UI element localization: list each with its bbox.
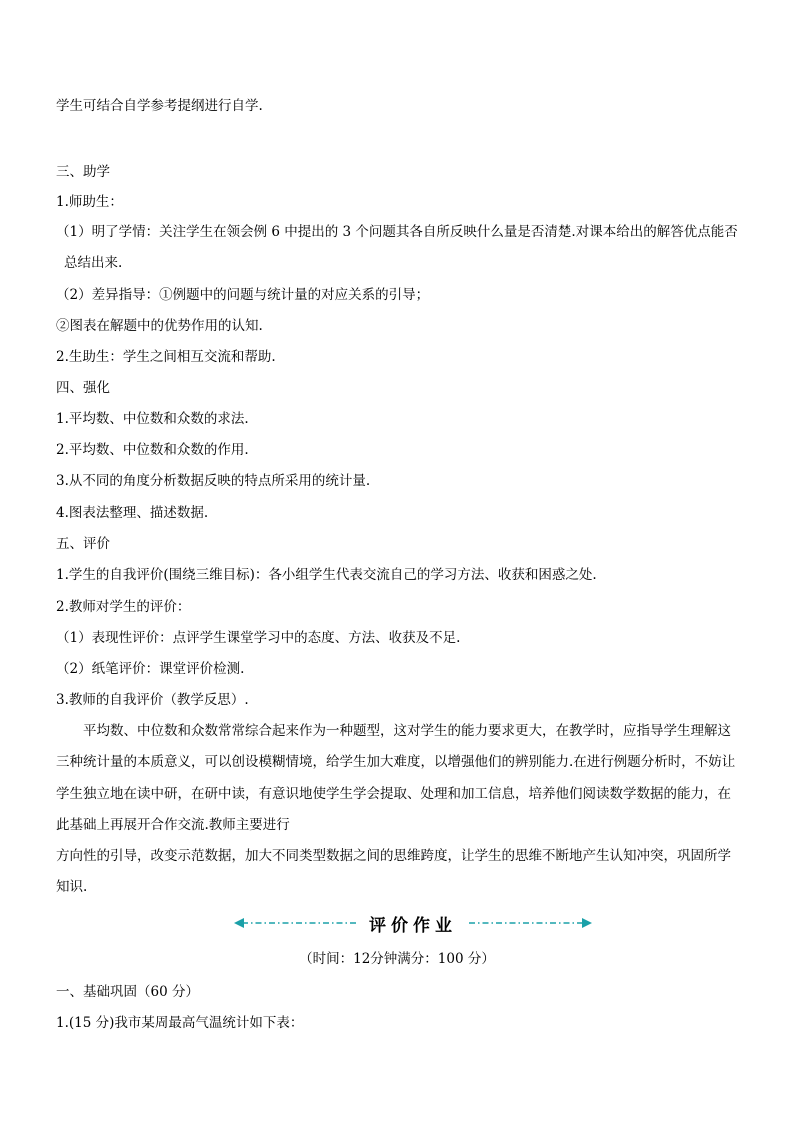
text-line: 3.教师的自我评价（教学反思）. — [56, 692, 249, 708]
question-line: 1.(15 分)我市某周最高气温统计如下表： — [56, 1015, 304, 1031]
text-line: （2）差异指导：①例题中的问题与统计量的对应关系的引导； — [56, 287, 430, 303]
paragraph-line: 方向性的引导，改变示范数据，加大不同类型数据之间的思维跨度，让学生的思维不断地产生认知冲突，巩固所学 — [56, 848, 731, 864]
text-line: 4.图表法整理、描述数据. — [56, 505, 209, 521]
text-line: 学生可结合自学参考提纲进行自学. — [56, 98, 263, 114]
paragraph-line: 平均数、中位数和众数常常综合起来作为一种题型，这对学生的能力要求更大，在教学时，应指导学生理解这 — [83, 723, 731, 739]
banner-title: 评价作业 — [369, 916, 457, 936]
text-line: ②图表在解题中的优势作用的认知. — [56, 318, 263, 334]
text-line: 2.生助生：学生之间相互交流和帮助. — [56, 349, 276, 365]
text-line: （1）表现性评价：点评学生课堂学习中的态度、方法、收获及不足. — [56, 630, 461, 646]
section-heading: 三、助学 — [56, 164, 110, 180]
text-line: 总结出来. — [64, 255, 123, 271]
text-line: （1）明了学情：关注学生在领会例 6 中提出的 3 个问题其各自所反映什么量是否清楚.对课本给出的解答优点能否 — [56, 224, 738, 240]
text-line: 1.师助生： — [56, 194, 123, 210]
paragraph-line: 知识. — [56, 879, 88, 895]
paragraph-line: 三种统计量的本质意义，可以创设模糊情境，给学生加大难度，以增强他们的辨别能力.在进行例题分析时，不妨让 — [56, 754, 736, 770]
text-line: 2.教师对学生的评价： — [56, 599, 191, 615]
text-line: 1.学生的自我评价(围绕三维目标)：各小组学生代表交流自己的学习方法、收获和困惑之处. — [56, 567, 597, 583]
section-heading: 五、评价 — [56, 536, 110, 552]
section-heading: 一、基础巩固（60 分） — [56, 984, 199, 1000]
text-line: 3.从不同的角度分析数据反映的特点所采用的统计量. — [56, 473, 371, 489]
paragraph-line: 此基础上再展开合作交流.教师主要进行 — [56, 817, 290, 833]
text-line: 2.平均数、中位数和众数的作用. — [56, 442, 249, 458]
homework-banner — [232, 910, 594, 936]
section-heading: 四、强化 — [56, 380, 110, 396]
paragraph-line: 学生独立地在读中研，在研中读，有意识地使学生学会提取、处理和加工信息，培养他们阅读数学数据的能力，在 — [56, 786, 731, 802]
time-note: （时间：12分钟满分：100 分） — [299, 951, 495, 967]
text-line: 1.平均数、中位数和众数的求法. — [56, 411, 249, 427]
text-line: （2）纸笔评价：课堂评价检测. — [56, 661, 245, 677]
